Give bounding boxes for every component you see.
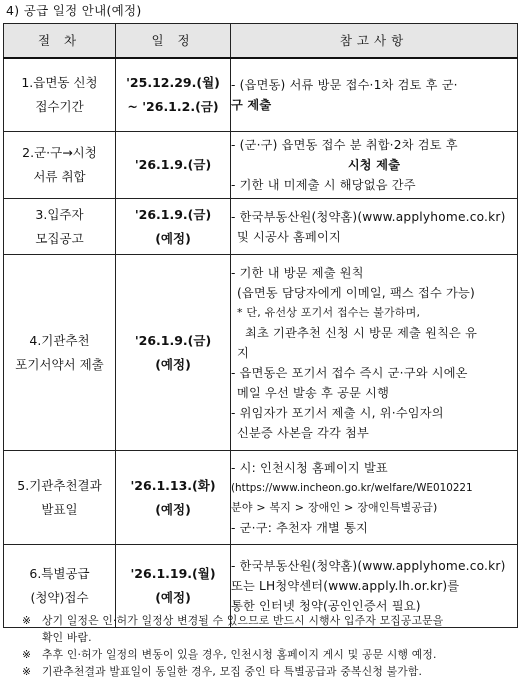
step-text: 5.기관추천결과 (17, 477, 102, 493)
notes-cell (231, 451, 518, 545)
date-text: '26.1.9.(금) (134, 332, 212, 348)
date-cell (116, 451, 231, 545)
date-text: (예정) (155, 356, 191, 372)
step-text: 모집공고 (35, 230, 84, 246)
table-row (4, 58, 518, 132)
note-line: - 한국부동산원(청약홈)(www.applyhome.co.kr) (231, 559, 506, 573)
note-line: - 기한 내 미제출 시 해당없음 간주 (231, 178, 416, 192)
footnotes (22, 612, 516, 680)
step-text: 1.읍면동 신청 (21, 74, 98, 90)
note-line: - (군·구) 읍면동 접수 분 취합·2차 검토 후 (231, 138, 458, 152)
note-line: 또는 LH청약센터(www.apply.lh.or.kr)를 (231, 579, 460, 593)
reference-mark: ※ (22, 648, 32, 661)
date-text: (예정) (155, 501, 191, 517)
note-line: 분야 > 복지 > 장애인 > 장애인특별공급) (231, 500, 438, 514)
date-cell (116, 132, 231, 199)
date-cell (116, 58, 231, 132)
note-line: * 단, 유선상 포기서 접수는 불가하며, (237, 305, 421, 319)
footnote-text: 추후 인·허가 일정의 변동이 있을 경우, 인천시청 홈페이지 게시 및 공문 시행 예정. (42, 648, 437, 661)
date-text: (예정) (155, 230, 191, 246)
note-line: (https://www.incheon.go.kr/welfare/WE010221 (231, 481, 473, 494)
footnote (22, 646, 516, 663)
header-notes: 참고사항 (231, 24, 518, 58)
date-text: ~ '26.1.2.(금) (127, 98, 219, 114)
notes-cell (231, 132, 518, 199)
section-heading: 4) 공급 일정 안내(예정) (6, 3, 142, 18)
date-text: '26.1.9.(금) (134, 157, 212, 172)
step-cell (4, 58, 116, 132)
note-line: - (읍면동) 서류 방문 접수·1차 검토 후 군· (231, 77, 458, 92)
date-text: '25.12.29.(월) (126, 74, 220, 90)
date-text: '26.1.13.(화) (130, 477, 216, 493)
notes-cell (231, 58, 518, 132)
footnote-text: 상기 일정은 인·허가 일정상 변경될 수 있으므로 반드시 시행사 입주자 모집공고문을 (42, 614, 444, 627)
date-cell (116, 199, 231, 255)
step-cell (4, 132, 116, 199)
note-line: 구 제출 (231, 97, 272, 112)
date-text: '26.1.19.(월) (130, 566, 216, 581)
step-text: (청약)접수 (30, 590, 89, 605)
step-text: 서류 취합 (33, 169, 86, 184)
step-text: 포기서약서 제출 (15, 356, 104, 372)
note-line: - 군·구: 추천자 개별 통지 (231, 520, 369, 535)
table-header-row (4, 24, 518, 58)
notes-cell (231, 199, 518, 255)
step-cell (4, 199, 116, 255)
step-text: 2.군·구→시청 (22, 145, 97, 160)
note-line: 및 시공사 홈페이지 (237, 229, 341, 244)
note-line: (읍면동 담당자에게 이메일, 팩스 접수 가능) (237, 285, 475, 300)
step-text: 4.기관추천 (29, 332, 90, 348)
note-line: - 시: 인천시청 홈페이지 발표 (231, 460, 388, 475)
footnote-text: 기관추천결과 발표일이 동일한 경우, 모집 중인 타 특별공급과 중복신청 불가함. (42, 665, 423, 678)
footnote (22, 612, 516, 629)
note-line: 시청 제출 (347, 158, 401, 172)
note-line: 최초 기관추천 신청 시 방문 제출 원칙은 유 (245, 325, 478, 340)
step-text: 3.입주자 (35, 206, 84, 222)
header-step: 절 차 (4, 24, 116, 58)
reference-mark: ※ (22, 614, 32, 627)
footnote (22, 663, 516, 680)
step-text: 접수기간 (35, 98, 84, 114)
header-date: 일 정 (116, 24, 231, 58)
table-row (4, 451, 518, 545)
note-line: 통한 인터넷 청약(공인인증서 필요) (231, 599, 421, 613)
date-cell (116, 255, 231, 451)
step-text: 6.특별공급 (29, 566, 90, 581)
note-line: 메일 우선 발송 후 공문 시행 (237, 385, 390, 400)
notes-cell (231, 255, 518, 451)
step-text: 발표일 (41, 501, 78, 517)
footnote-continuation: 확인 바람. (42, 631, 92, 644)
note-line: 신분증 사본을 각각 첨부 (237, 425, 369, 440)
note-line: - 읍면동은 포기서 접수 즉시 군·구와 시에온 (231, 365, 468, 380)
note-line: 지 (237, 345, 249, 360)
step-cell (4, 255, 116, 451)
table-row (4, 255, 518, 451)
table-row (4, 199, 518, 255)
schedule-table (3, 23, 518, 628)
note-line: - 한국부동산원(청약홈)(www.applyhome.co.kr) (231, 209, 506, 224)
date-text: (예정) (155, 590, 191, 605)
reference-mark: ※ (22, 665, 32, 678)
table-row (4, 132, 518, 199)
date-text: '26.1.9.(금) (134, 206, 212, 222)
step-cell (4, 451, 116, 545)
note-line: - 기한 내 방문 제출 원칙 (231, 265, 364, 280)
note-line: - 위임자가 포기서 제출 시, 위·수임자의 (231, 405, 444, 420)
